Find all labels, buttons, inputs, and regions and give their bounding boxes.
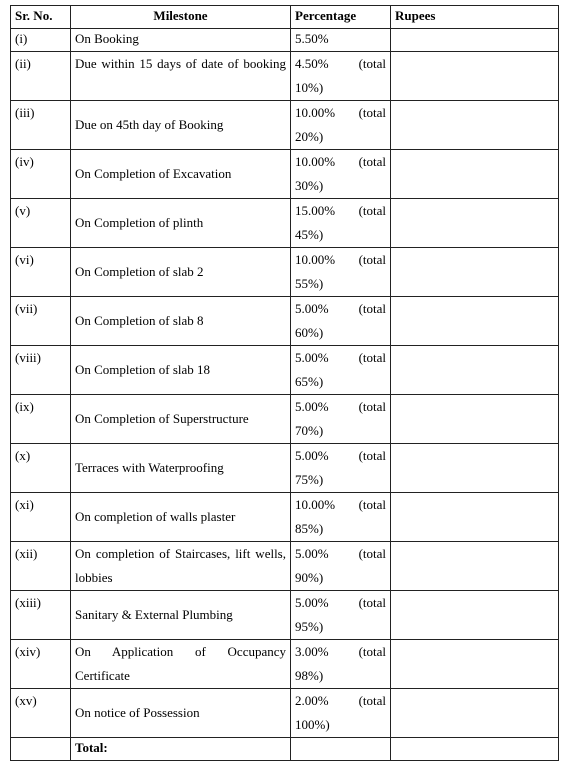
total-row xyxy=(11,738,559,761)
percentage-cell xyxy=(291,297,391,346)
percentage-cell xyxy=(291,101,391,150)
percentage-cell xyxy=(291,591,391,640)
cumulative-total-open: (total xyxy=(358,399,386,414)
cumulative-total-value: 65%) xyxy=(295,374,324,389)
percentage-value: 10.00% xyxy=(295,154,336,169)
percentage-value: 10.00% xyxy=(295,497,336,512)
percentage-cell xyxy=(291,542,391,591)
cumulative-total-open: (total xyxy=(358,693,386,708)
sr-no-cell: (xiii) xyxy=(11,591,71,640)
rupees-cell xyxy=(391,297,559,346)
milestone-cell: On Booking xyxy=(71,29,291,52)
percentage-value: 5.00% xyxy=(295,350,329,365)
rupees-cell xyxy=(391,542,559,591)
table-row xyxy=(11,101,559,150)
percentage-value: 4.50% xyxy=(295,56,329,71)
sr-no-cell: (vii) xyxy=(11,297,71,346)
sr-no-cell: (xii) xyxy=(11,542,71,591)
sr-no-cell: (x) xyxy=(11,444,71,493)
cumulative-total-open: (total xyxy=(358,546,386,561)
cumulative-total-value: 98%) xyxy=(295,668,324,683)
sr-no-cell: (iii) xyxy=(11,101,71,150)
cumulative-total-value: 90%) xyxy=(295,570,324,585)
cumulative-total-value: 85%) xyxy=(295,521,324,536)
percentage-value: 5.00% xyxy=(295,399,329,414)
percentage-cell xyxy=(291,640,391,689)
milestone-cell: On Completion of plinth xyxy=(71,199,291,248)
milestone-cell: On Completion of Excavation xyxy=(71,150,291,199)
rupees-cell xyxy=(391,640,559,689)
header-row xyxy=(11,6,559,29)
sr-no-cell: (viii) xyxy=(11,346,71,395)
percentage-cell xyxy=(291,444,391,493)
total-rupees-cell xyxy=(391,738,559,761)
percentage-value: 10.00% xyxy=(295,105,336,120)
milestone-cell: On notice of Possession xyxy=(71,689,291,738)
milestone-cell: On Completion of slab 8 xyxy=(71,297,291,346)
rupees-cell xyxy=(391,199,559,248)
cumulative-total-value: 100%) xyxy=(295,717,330,732)
milestone-cell: Due on 45th day of Booking xyxy=(71,101,291,150)
percentage-value: 5.00% xyxy=(295,546,329,561)
cumulative-total-open: (total xyxy=(358,154,386,169)
percentage-cell xyxy=(291,199,391,248)
table-row xyxy=(11,52,559,101)
sr-no-cell: (xv) xyxy=(11,689,71,738)
sr-no-cell: (xi) xyxy=(11,493,71,542)
percentage-cell xyxy=(291,29,391,52)
percentage-cell xyxy=(291,150,391,199)
table-row xyxy=(11,248,559,297)
table-row xyxy=(11,199,559,248)
milestone-cell: On Completion of slab 18 xyxy=(71,346,291,395)
percentage-value: 5.00% xyxy=(295,301,329,316)
sr-no-cell: (i) xyxy=(11,29,71,52)
cumulative-total-value: 95%) xyxy=(295,619,324,634)
cumulative-total-value: 70%) xyxy=(295,423,324,438)
percentage-cell xyxy=(291,493,391,542)
table-row xyxy=(11,29,559,52)
milestone-cell: Sanitary & External Plumbing xyxy=(71,591,291,640)
milestone-cell: Due within 15 days of date of booking xyxy=(71,52,291,101)
cumulative-total-open: (total xyxy=(358,252,386,267)
rupees-cell xyxy=(391,493,559,542)
rupees-cell xyxy=(391,395,559,444)
rupees-cell xyxy=(391,101,559,150)
payment-schedule-table xyxy=(10,5,559,761)
milestone-cell: On completion of Staircases, lift wells, lobbies xyxy=(71,542,291,591)
milestone-cell: On Completion of slab 2 xyxy=(71,248,291,297)
sr-no-cell: (ii) xyxy=(11,52,71,101)
percentage-value: 5.00% xyxy=(295,595,329,610)
cumulative-total-open: (total xyxy=(358,56,386,71)
cumulative-total-value: 75%) xyxy=(295,472,324,487)
rupees-cell xyxy=(391,444,559,493)
percentage-value: 10.00% xyxy=(295,252,336,267)
header-milestone: Milestone xyxy=(71,6,291,29)
rupees-cell xyxy=(391,591,559,640)
sr-no-cell: (v) xyxy=(11,199,71,248)
percentage-cell xyxy=(291,346,391,395)
cumulative-total-open: (total xyxy=(358,105,386,120)
rupees-cell xyxy=(391,52,559,101)
cumulative-total-open: (total xyxy=(358,644,386,659)
rupees-cell xyxy=(391,689,559,738)
sr-no-cell: (iv) xyxy=(11,150,71,199)
rupees-cell xyxy=(391,29,559,52)
table-row xyxy=(11,493,559,542)
cumulative-total-open: (total xyxy=(358,350,386,365)
percentage-cell xyxy=(291,689,391,738)
sr-no-cell: (ix) xyxy=(11,395,71,444)
table-row xyxy=(11,444,559,493)
table-row xyxy=(11,150,559,199)
table-row xyxy=(11,591,559,640)
cumulative-total-open: (total xyxy=(358,448,386,463)
cumulative-total-open: (total xyxy=(358,595,386,610)
table-row xyxy=(11,395,559,444)
percentage-cell xyxy=(291,395,391,444)
cumulative-total-value: 45%) xyxy=(295,227,324,242)
cumulative-total-value: 30%) xyxy=(295,178,324,193)
payment-schedule xyxy=(10,5,558,761)
sr-no-cell: (xiv) xyxy=(11,640,71,689)
table-row xyxy=(11,640,559,689)
percentage-value: 3.00% xyxy=(295,644,329,659)
percentage-value: 2.00% xyxy=(295,693,329,708)
milestone-cell: On completion of walls plaster xyxy=(71,493,291,542)
percentage-cell xyxy=(291,248,391,297)
cumulative-total-open: (total xyxy=(358,301,386,316)
header-percentage: Percentage xyxy=(291,6,391,29)
cumulative-total-value: 55%) xyxy=(295,276,324,291)
cumulative-total-open: (total xyxy=(358,203,386,218)
milestone-cell: Terraces with Waterproofing xyxy=(71,444,291,493)
table-row xyxy=(11,346,559,395)
cumulative-total-value: 60%) xyxy=(295,325,324,340)
cumulative-total-open: (total xyxy=(358,497,386,512)
table-row xyxy=(11,689,559,738)
total-sr-cell xyxy=(11,738,71,761)
cumulative-total-value: 10%) xyxy=(295,80,324,95)
cumulative-total-value: 20%) xyxy=(295,129,324,144)
table-row xyxy=(11,542,559,591)
total-label: Total: xyxy=(71,738,291,761)
header-rupees: Rupees xyxy=(391,6,559,29)
header-sr-no: Sr. No. xyxy=(11,6,71,29)
rupees-cell xyxy=(391,150,559,199)
milestone-cell: On Completion of Superstructure xyxy=(71,395,291,444)
percentage-cell xyxy=(291,52,391,101)
table-row xyxy=(11,297,559,346)
percentage-value: 5.00% xyxy=(295,448,329,463)
rupees-cell xyxy=(391,248,559,297)
sr-no-cell: (vi) xyxy=(11,248,71,297)
milestone-cell: On Application of Occupancy Certificate xyxy=(71,640,291,689)
percentage-value: 15.00% xyxy=(295,203,336,218)
rupees-cell xyxy=(391,346,559,395)
percentage-value: 5.50% xyxy=(295,31,329,46)
total-percentage-cell xyxy=(291,738,391,761)
